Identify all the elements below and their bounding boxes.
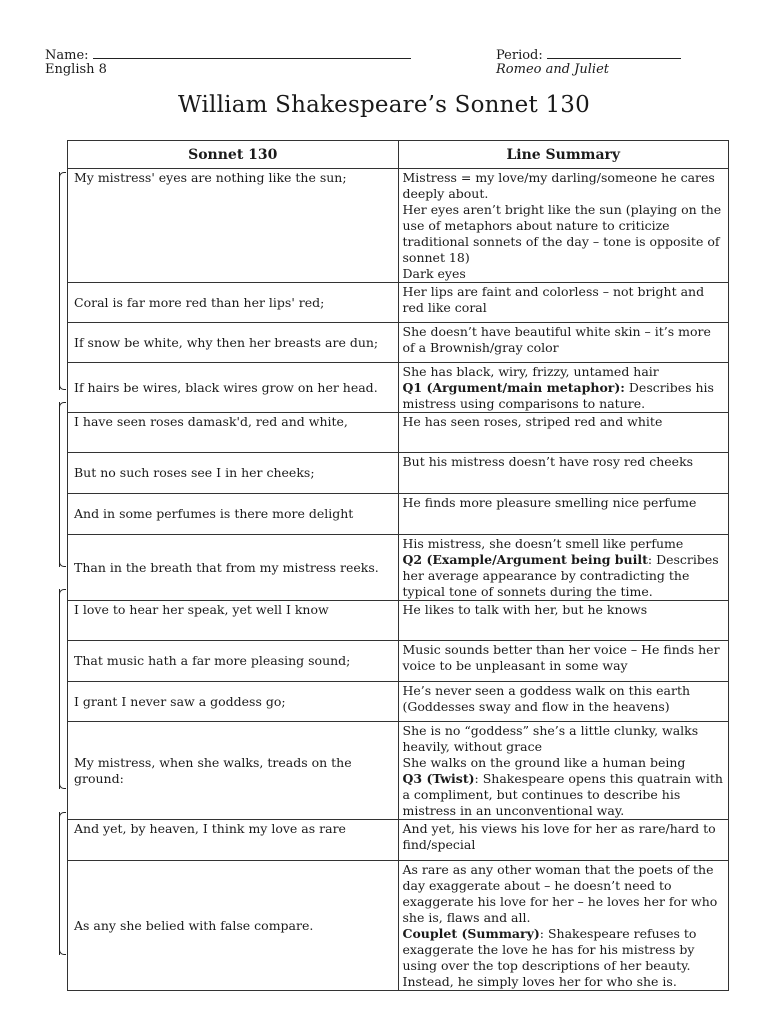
sonnet-line: My mistress, when she walks, treads on the ground: (68, 722, 399, 820)
sonnet-line: Than in the breath that from my mistress reeks. (68, 535, 399, 601)
sonnet-line: Coral is far more red than her lips' red; (68, 283, 399, 323)
summary-note (403, 771, 727, 819)
line-summary (398, 535, 729, 601)
table-row (68, 413, 729, 453)
sonnet-line: I have seen roses damask'd, red and white, (68, 413, 399, 453)
table-row (68, 363, 729, 413)
quatrain-label: Q2 (Example/Argument being built (402, 552, 648, 567)
summary-text: He has seen roses, striped red and white (402, 414, 663, 429)
summary-text: He’s never seen a goddess walk on this earth (Goddesses sway and flow in the heavens) (402, 683, 691, 714)
summary-text: Her eyes aren’t bright like the sun (playing on the use of metaphors about nature to criticize traditional sonnets of the day – tone is opposite of sonnet 18) (402, 202, 722, 265)
summary-text: And yet, his views his love for her as rare/hard to find/special (402, 821, 716, 852)
summary-note (403, 926, 727, 990)
sonnet-line: That music hath a far more pleasing sound; (68, 641, 399, 682)
table-row (68, 722, 729, 820)
summary-text: She has black, wiry, frizzy, untamed hair (402, 364, 659, 379)
summary-text: Dark eyes (402, 266, 466, 281)
line-summary (398, 363, 729, 413)
summary-text: Her lips are faint and colorless – not bright and red like coral (402, 284, 705, 315)
couplet-note: : Shakespeare refuses to exaggerate the love he has for his mistress by using over the top descriptions of her beauty. Instead, he simply loves her for who she is. (402, 926, 697, 989)
table-row (68, 641, 729, 682)
quatrain-label: Q1 (Argument/main metaphor): (402, 380, 625, 395)
line-summary (398, 722, 729, 820)
sonnet-line: I love to hear her speak, yet well I know (68, 601, 399, 641)
summary-text: She walks on the ground like a human being (402, 755, 686, 770)
line-summary (398, 861, 729, 991)
summary-note (403, 552, 727, 600)
table-row (68, 535, 729, 601)
table-row (68, 682, 729, 722)
summary-text: She is no “goddess” she’s a little clunky, walks heavily, without grace (402, 723, 699, 754)
name-blank[interactable] (93, 46, 411, 59)
page-title: William Shakespeare’s Sonnet 130 (178, 92, 590, 118)
line-summary (398, 494, 729, 535)
sonnet-line: And in some perfumes is there more delight (68, 494, 399, 535)
table-row (68, 169, 729, 283)
sonnet-line: If snow be white, why then her breasts are dun; (68, 323, 399, 363)
sonnet-line: My mistress' eyes are nothing like the sun; (68, 169, 399, 283)
line-summary (398, 820, 729, 861)
sonnet-line: And yet, by heaven, I think my love as rare (68, 820, 399, 861)
period-label: Period: (496, 48, 543, 63)
quatrain-note: : Shakespeare opens this quatrain with a compliment, but continues to describe his mistress in an unconventional way. (402, 771, 723, 818)
sonnet-line: If hairs be wires, black wires grow on her head. (68, 363, 399, 413)
sonnet-line: I grant I never saw a goddess go; (68, 682, 399, 722)
summary-text: But his mistress doesn’t have rosy red cheeks (402, 454, 694, 469)
line-summary (398, 283, 729, 323)
name-label: Name: (45, 48, 89, 63)
quatrain-label: Q3 (Twist) (402, 771, 475, 786)
summary-text: She doesn’t have beautiful white skin – it’s more of a Brownish/gray color (402, 324, 711, 355)
summary-note (403, 380, 727, 412)
line-summary (398, 413, 729, 453)
col-header-summary: Line Summary (398, 141, 729, 169)
quatrain-note: : Describes her average appearance by contradicting the typical tone of sonnets during the time. (402, 552, 719, 599)
table-row (68, 861, 729, 991)
summary-text: His mistress, she doesn’t smell like perfume (402, 536, 684, 551)
couplet-label: Couplet (Summary) (402, 926, 540, 941)
sonnet-line: As any she belied with false compare. (68, 861, 399, 991)
period-blank[interactable] (547, 46, 681, 59)
summary-text: He finds more pleasure smelling nice perfume (402, 495, 697, 510)
table-row (68, 453, 729, 494)
sonnet-line: But no such roses see I in her cheeks; (68, 453, 399, 494)
summary-text: He likes to talk with her, but he knows (402, 602, 648, 617)
class-label: English 8 (45, 62, 107, 77)
summary-text: Mistress = my love/my darling/someone he cares deeply about. (402, 170, 715, 201)
line-summary (398, 601, 729, 641)
unit-label: Romeo and Juliet (496, 62, 609, 77)
line-summary (398, 169, 729, 283)
line-summary (398, 323, 729, 363)
line-summary (398, 641, 729, 682)
line-summary (398, 453, 729, 494)
table-row (68, 323, 729, 363)
table-row (68, 283, 729, 323)
summary-text: Music sounds better than her voice – He finds her voice to be unpleasant in some way (402, 642, 720, 673)
col-header-sonnet: Sonnet 130 (68, 141, 399, 169)
table-row (68, 820, 729, 861)
line-summary (398, 682, 729, 722)
quatrain-note: Describes his mistress using comparisons to nature. (402, 380, 714, 411)
table-row (68, 601, 729, 641)
table-row (68, 494, 729, 535)
summary-text: As rare as any other woman that the poets of the day exaggerate about – he doesn’t need to exaggerate his love for her – he loves her for who she is, flaws and all. (402, 862, 718, 925)
sonnet-table (67, 140, 729, 991)
